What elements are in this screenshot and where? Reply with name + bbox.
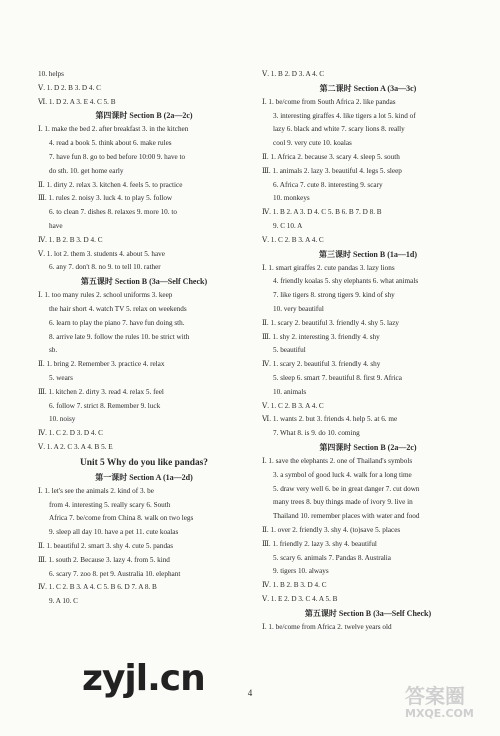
answer-line-continued: do sth. 10. get home early [49,166,124,175]
answer-line: Ⅴ. 1. C 2. B 3. A 4. C [262,235,324,244]
answer-line-continued: 4. friendly koalas 5. shy elephants 6. what animals [273,277,419,286]
answer-line: Ⅱ. 1. bring 2. Remember 3. practice 4. relax [38,360,165,369]
answer-line-continued: 10. noisy [49,415,76,424]
answer-line: Ⅲ. 1. south 2. Because 3. lazy 4. from 5. kind [38,555,170,564]
answer-line: 10. helps [38,70,64,78]
answer-line-continued: 10. very beautiful [273,304,324,313]
answer-line-continued: 6. any 7. don't 8. no 9. to tell 10. rather [49,263,161,272]
answer-line: Ⅴ. 1. D 2. B 3. D 4. C [38,83,101,92]
page-number: 4 [247,688,253,698]
answer-line-continued: 7. like tigers 8. strong tigers 9. kind of shy [273,291,395,300]
answer-line-continued: 6. learn to play the piano 7. have fun doing sth. [49,318,185,327]
watermark-logo-right [405,685,474,720]
answer-line-continued: the hair short 4. watch TV 5. relax on weekends [49,304,187,313]
answer-line: Ⅳ. 1. scary 2. beautiful 3. friendly 4. shy [262,360,381,369]
answer-line: Ⅰ. 1. let's see the animals 2. kind of 3. be [38,486,154,495]
answer-line-continued: 9. A 10. C [49,597,78,606]
answer-line-continued: 9. sleep all day 10. have a pet 11. cute koalas [49,528,179,537]
section-heading: 第五课时 Section B (3a—Self Check) [80,277,208,287]
section-heading: 第二课时 Section A (3a—3c) [319,83,417,93]
section-heading: 第五课时 Section B (3a—Self Check) [304,608,432,618]
answer-line-continued: 9. C 10. A [273,221,303,230]
answer-line-continued: many trees 8. buy things made of ivory 9. live in [273,498,413,507]
answer-line-continued: 5. beautiful [273,346,306,355]
answer-line: Ⅳ. 1. B 2. A 3. D 4. C 5. B 6. B 7. D 8. B [262,208,382,217]
answer-line-continued: 9. tigers 10. always [273,567,329,576]
answer-line: Ⅰ. 1. too many rules 2. school uniforms 3. keep [38,291,173,300]
answer-line-continued: 5. scary 6. animals 7. Pandas 8. Australia [273,553,391,562]
watermark-right-main: 答案圈 [405,684,465,708]
section-heading: 第一课时 Section A (1a—2d) [95,472,193,482]
section-heading: 第四课时 Section B (2a—2c) [95,111,193,121]
answer-line: Ⅴ. 1. C 2. B 3. A 4. C [262,401,324,410]
answer-line-continued: 6. Africa 7. cute 8. interesting 9. scary [273,180,383,189]
answer-line-continued: cool 9. very cute 10. koalas [273,139,352,148]
section-heading: 第三课时 Section B (1a—1d) [319,249,417,259]
watermark-logo-left: zyjl.cn [82,658,205,699]
watermark-right-sub: MXQE.COM [405,707,474,720]
answer-line: Ⅳ. 1. C 2. D 3. D 4. C [38,429,103,438]
answer-line-continued: 8. arrive late 9. follow the rules 10. be strict with [49,332,190,341]
answer-line: Ⅲ. 1. rules 2. noisy 3. luck 4. to play 5. follow [38,194,173,203]
answer-line-continued: 10. monkeys [273,194,310,203]
answer-line-continued: lazy 6. black and white 7. scary lions 8. really [273,125,405,134]
section-heading: 第四课时 Section B (2a—2c) [319,442,417,452]
answer-line-continued: 3. interesting giraffes 4. like tigers a lot 5. kind of [273,111,416,120]
answer-line: Ⅴ. 1. A 2. C 3. A 4. B 5. E [38,442,113,451]
answer-line: Ⅲ. 1. animals 2. lazy 3. beautiful 4. legs 5. sleep [262,166,402,175]
answer-line-continued: 3. a symbol of good luck 4. walk for a long time [273,470,412,479]
answer-line-continued: sb. [49,346,58,355]
answer-line-continued: 5. wears [49,373,73,382]
answer-line: Ⅰ. 1. smart giraffes 2. cute pandas 3. lazy lions [262,263,395,272]
answer-line: Ⅱ. 1. beautiful 2. smart 3. shy 4. cute 5. pandas [38,541,174,550]
answer-line: Ⅲ. 1. friendly 2. lazy 3. shy 4. beautiful [262,539,377,548]
answer-line: Ⅳ. 1. C 2. B 3. A 4. C 5. B 6. D 7. A 8. B [38,583,157,592]
answer-line: Ⅴ. 1. E 2. D 3. C 4. A 5. B [262,594,338,603]
answer-column-left [38,68,250,609]
answer-line: Ⅰ. 1. make the bed 2. after breakfast 3. in the kitchen [38,125,189,134]
answer-line: Ⅰ. 1. save the elephants 2. one of Thailand's symbols [262,456,413,465]
answer-line: Ⅳ. 1. B 2. B 3. D 4. C [262,581,327,590]
answer-column-right [262,68,474,634]
answer-line: Ⅱ. 1. over 2. friendly 3. shy 4. (to)save 5. places [262,525,401,534]
answer-line-continued: 7. have fun 8. go to bed before 10:00 9. have to [49,152,186,161]
answer-line-continued: 5. draw very well 6. be in great danger 7. cut down [273,484,420,493]
answer-line-continued: Thailand 10. remember places with water and food [273,512,420,521]
answer-line: Ⅵ. 1. wants 2. but 3. friends 4. help 5. at 6. me [262,415,398,424]
answer-line-continued: 6. to clean 7. dishes 8. relaxes 9. more 10. to [49,208,177,217]
answer-line: Ⅰ. 1. be/come from Africa 2. twelve years old [262,622,392,631]
answer-line: Ⅲ. 1. kitchen 2. dirty 3. read 4. relax 5. feel [38,387,164,396]
answer-line-continued: from 4. interesting 5. really scary 6. South [49,500,171,509]
answer-line: Ⅱ. 1. dirty 2. relax 3. kitchen 4. feels 5. to practice [38,180,183,189]
answer-line-continued: 4. read a book 5. think about 6. make rules [49,139,172,148]
answer-line: Ⅳ. 1. B 2. B 3. D 4. C [38,235,103,244]
answer-line: Ⅱ. 1. Africa 2. because 3. scary 4. sleep 5. south [262,152,400,161]
answer-line: Ⅴ. 1. lot 2. them 3. students 4. about 5. have [38,249,165,258]
answer-line: Ⅲ. 1. shy 2. interesting 3. friendly 4. shy [262,332,380,341]
answer-line-continued: 5. sleep 6. smart 7. beautiful 8. first 9. Africa [273,373,402,382]
answer-line-continued: have [49,221,63,230]
answer-line-continued: 10. animals [273,387,307,396]
answer-line: Ⅵ. 1. D 2. A 3. E 4. C 5. B [38,97,116,106]
answer-line: Ⅱ. 1. scary 2. beautiful 3. friendly 4. shy 5. lazy [262,318,400,327]
unit-title: Unit 5 Why do you like pandas? [80,457,208,468]
answer-line-continued: 6. scary 7. zoo 8. pet 9. Australia 10. elephant [49,569,181,578]
answer-line-continued: 7. What 8. is 9. do 10. coming [273,429,360,438]
answer-line: Ⅴ. 1. B 2. D 3. A 4. C [262,70,325,78]
answer-line: Ⅰ. 1. be/come from South Africa 2. like pandas [262,97,396,106]
answer-line-continued: 6. follow 7. strict 8. Remember 9. luck [49,401,161,410]
answer-line-continued: Africa 7. be/come from China 8. walk on two legs [49,514,194,523]
